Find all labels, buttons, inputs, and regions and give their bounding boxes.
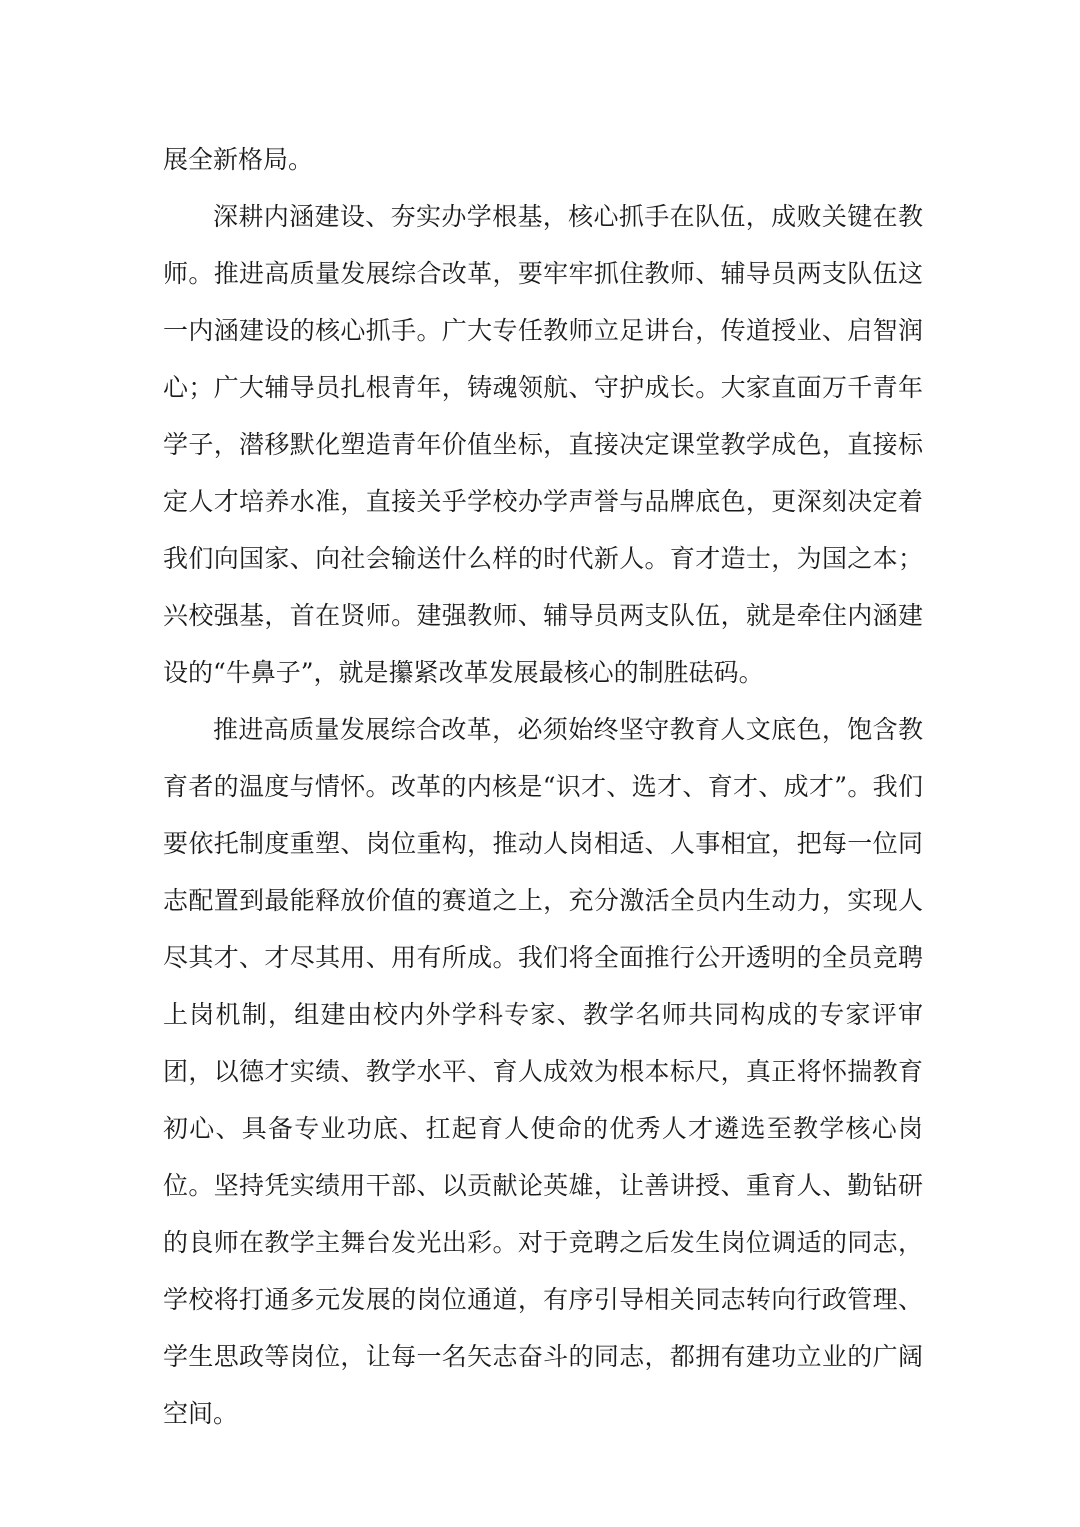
- paragraph-continuation: 展全新格局。: [163, 145, 314, 174]
- paragraph-reform-core: 推进高质量发展综合改革，必须始终坚守教育人文底色，饱含教育者的温度与情怀。改革的内核是“识才、选才、育才、成才”。我们要依托制度重塑、岗位重构，推动人岗相适、人事相宜，把每一位同志配置到最能释放价值的赛道之上，充分激活全员内生动力，实现人尽其才、才尽其用、用有所成。我们将全面推行公开透明的全员竞聘上岗机制，组建由校内外学科专家、教学名师共同构成的专家评审团，以德才实绩、教学水平、育人成效为根本标尺，真正将怀揣教育初心、具备专业功底、扛起育人使命的优秀人才遴选至教学核心岗位。坚持凭实绩用干部、以贡献论英雄，让善讲授、重育人、勤钻研的良师在教学主舞台发光出彩。对于竞聘之后发生岗位调适的同志，学校将打通多元发展的岗位通道，有序引导相关同志转向行政管理、学生思政等岗位，让每一名矢志奋斗的同志，都拥有建功立业的广阔空间。: [163, 715, 923, 1428]
- paragraph-teacher-team: 深耕内涵建设、夯实办学根基，核心抓手在队伍，成败关键在教师。推进高质量发展综合改革，要牢牢抓住教师、辅导员两支队伍这一内涵建设的核心抓手。广大专任教师立足讲台，传道授业、启智润心；广大辅导员扎根青年，铸魂领航、守护成长。大家直面万千青年学子，潜移默化塑造青年价值坐标，直接决定课堂教学成色，直接标定人才培养水准，直接关乎学校办学声誉与品牌底色，更深刻决定着我们向国家、向社会输送什么样的时代新人。育才造士，为国之本；兴校强基，首在贤师。建强教师、辅导员两支队伍，就是牵住内涵建设的“牛鼻子”，就是攥紧改革发展最核心的制胜砝码。: [163, 202, 923, 687]
- body-text: [163, 131, 923, 1442]
